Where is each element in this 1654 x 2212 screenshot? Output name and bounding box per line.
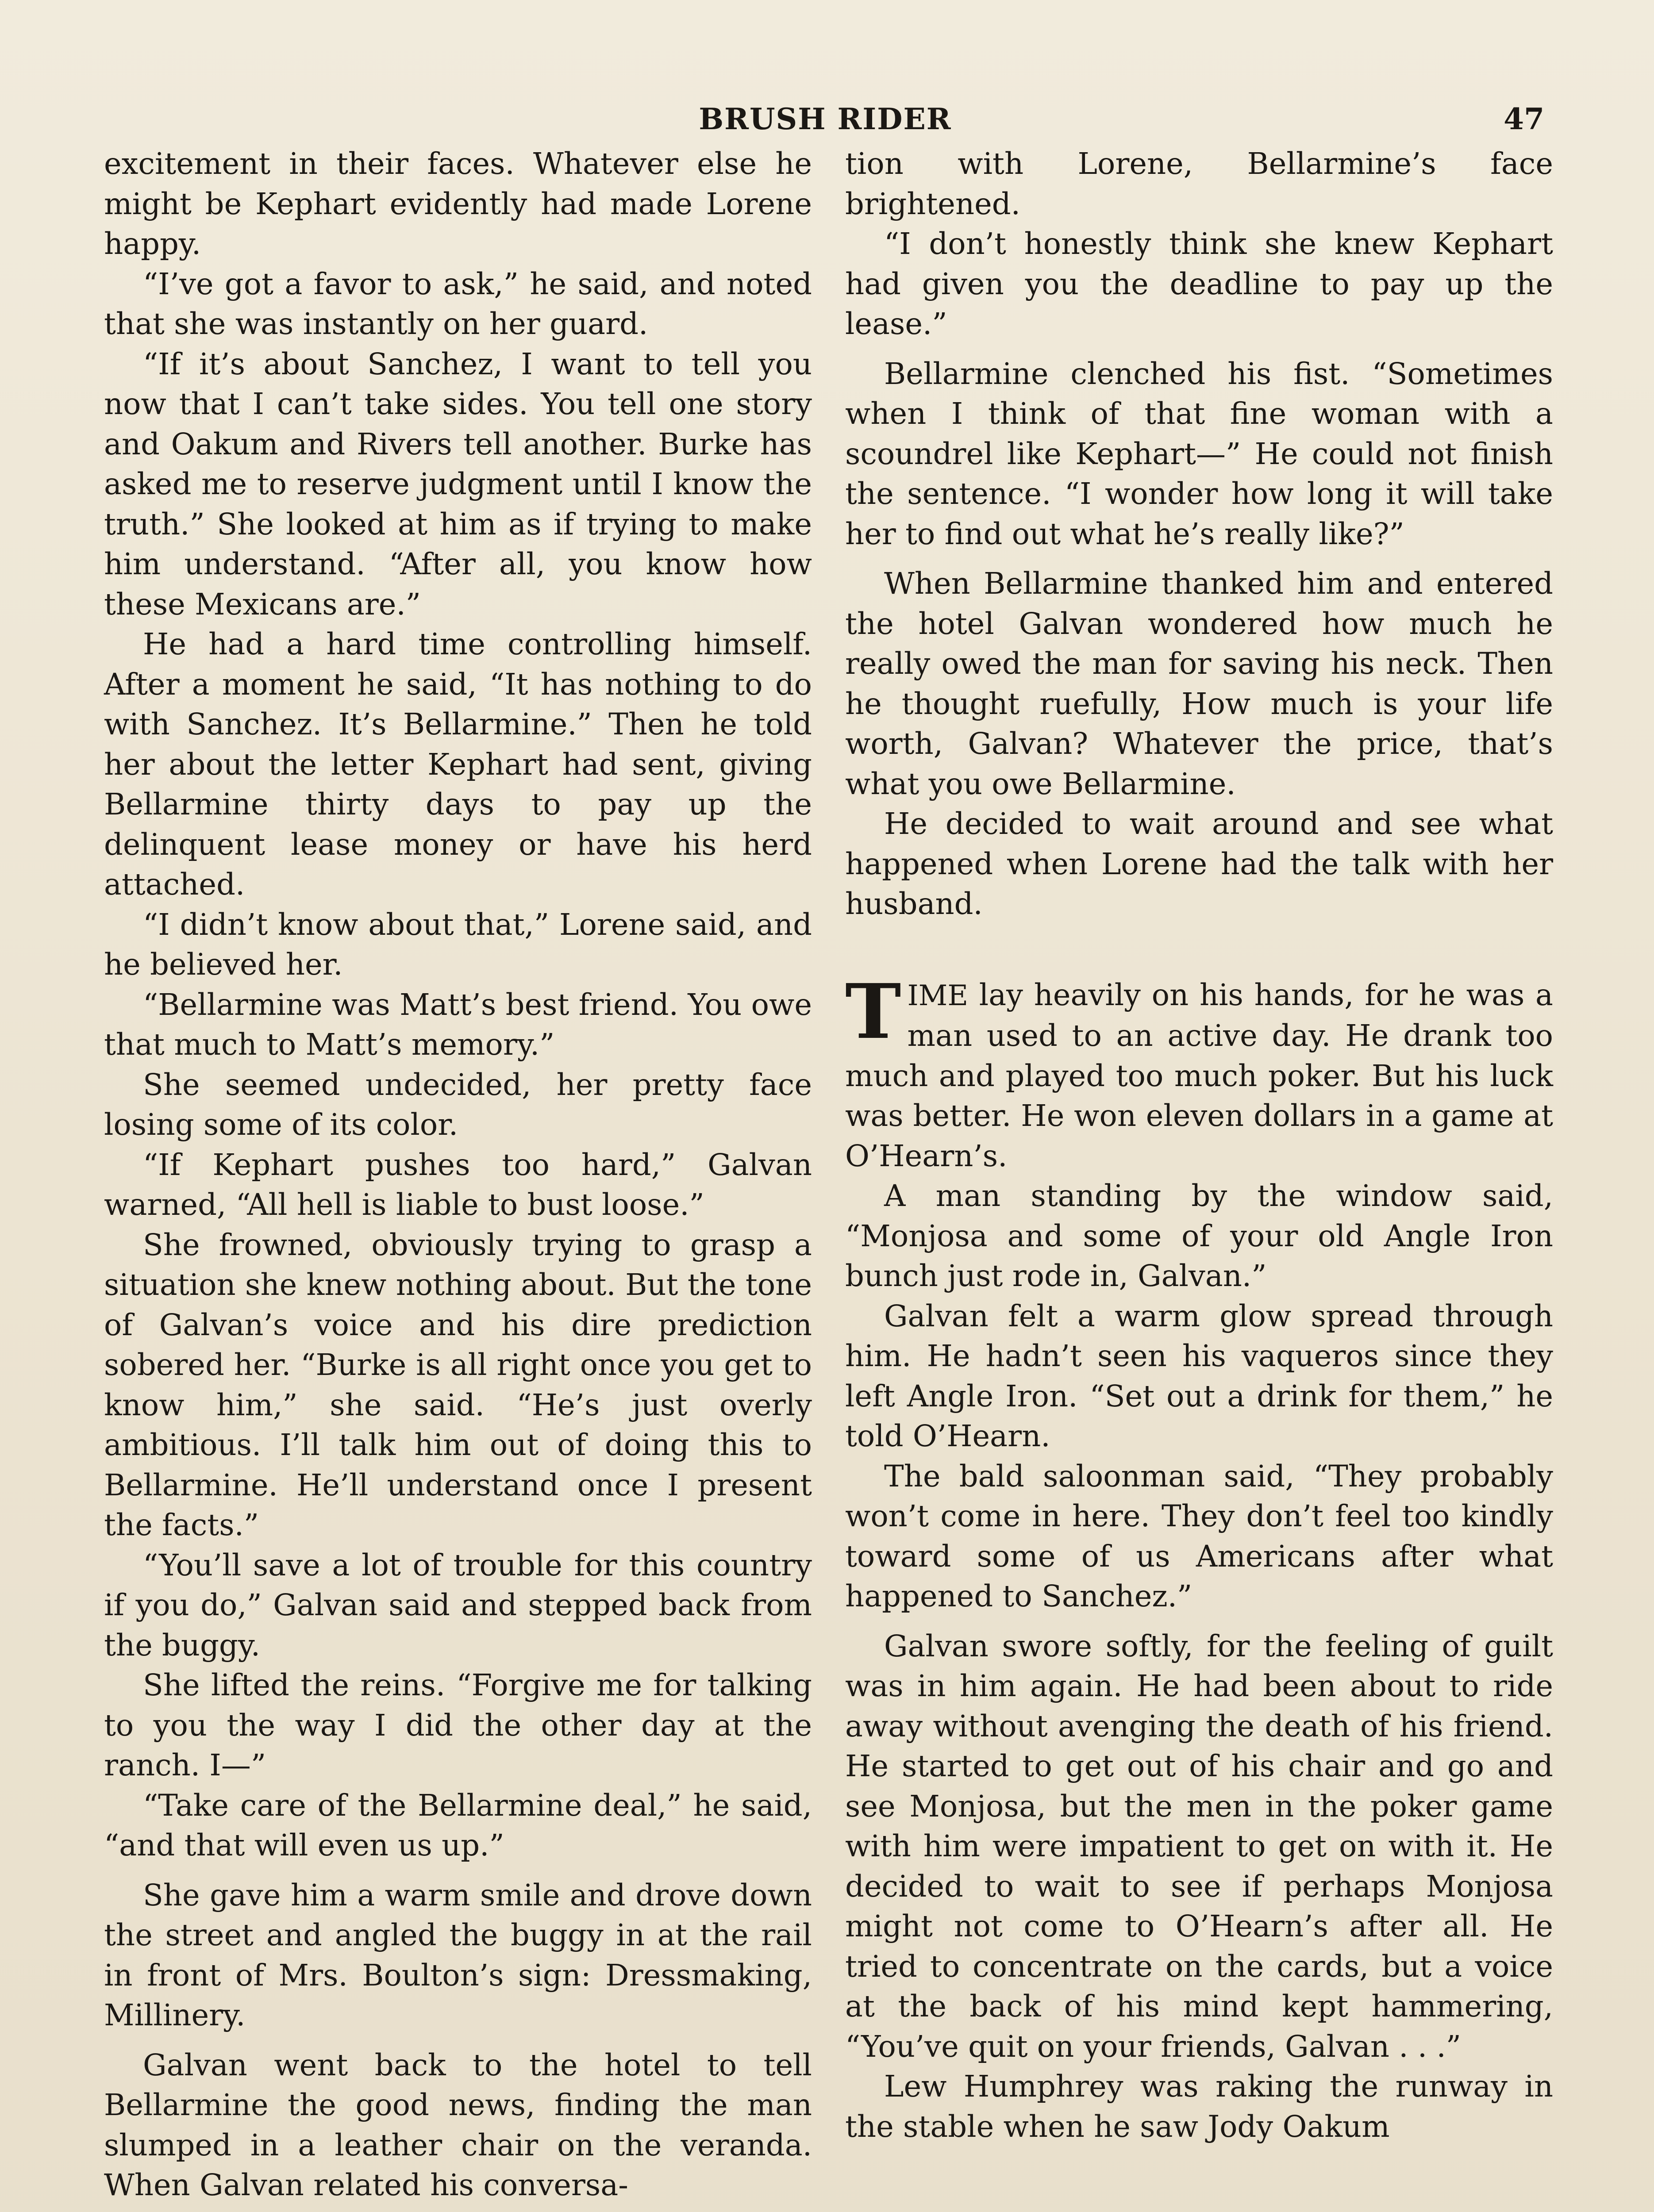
paragraph: “Take care of the Bellarmine deal,” he said, “and that will even us up.” [104, 1788, 812, 1863]
paragraph: “I’ve got a favor to ask,” he said, and noted that she was instantly on her guard. [104, 266, 812, 341]
paragraph: She frowned, obviously trying to grasp a situation she knew nothing about. But the tone of Galvan’s voice and his dire prediction sobered her. “Burke is all right once you get to know him,” she said. “He’s just overly ambitious. I’ll talk him out of doing this to Bellarmine. He’ll understand once I present the facts.” [104, 1227, 812, 1542]
page-header [102, 93, 1549, 142]
paragraph: “You’ll save a lot of trouble for this country if you do,” Galvan said and stepped back from the buggy. [104, 1548, 812, 1663]
paragraph: excitement in their faces. Whatever else he might be Kephart evidently had made Lorene happy. [104, 146, 812, 261]
paragraph: She lifted the reins. “Forgive me for talking to you the way I did the other day at the ranch. I—” [104, 1668, 812, 1782]
paragraph: A man standing by the window said, “Monjosa and some of your old Angle Iron bunch just rode in, Galvan.” [845, 1179, 1553, 1293]
paragraph: He decided to wait around and see what happened when Lorene had the talk with her husband. [845, 806, 1553, 921]
paragraph: He had a hard time controlling himself. After a moment he said, “It has nothing to do with Sanchez. It’s Bellarmine.” Then he told her about the letter Kephart had sent, giving Bellarmine thirty days to pay up the delinquent lease money or have his herd attached. [104, 627, 812, 902]
running-title: BRUSH RIDER [699, 102, 952, 136]
paragraph: Bellarmine clenched his fist. “Sometimes when I think of that fine woman with a scoundrel like Kephart—” He could not finish the sentence. “I wonder how long it will take her to find out what he’s really like?” [845, 356, 1553, 551]
paragraph: Galvan swore softly, for the feeling of guilt was in him again. He had been about to ride away without avenging the death of his friend. He started to get out of his chair and go and see Monjosa, but the men in the poker game with him were impatient to get on with it. He decided to wait to see if perhaps Monjosa might not come to O’Hearn’s after all. He tried to concentrate on the cards, but a voice at the back of his mind kept hammering, “You’ve quit on your friends, Galvan . . .” [845, 1628, 1553, 2064]
lead-in-word: IME [907, 979, 969, 1012]
paragraph: “If Kephart pushes too hard,” Galvan warned, “All hell is liable to bust loose.” [104, 1147, 812, 1222]
paragraph: “Bellarmine was Matt’s best friend. You owe that much to Matt’s memory.” [104, 987, 812, 1062]
drop-cap: T [845, 967, 901, 1056]
paragraph: Galvan felt a warm glow spread through him. He hadn’t seen his vaqueros since they left Angle Iron. “Set out a drink for them,” he told O’Hearn. [845, 1298, 1553, 1453]
paragraph: When Bellarmine thanked him and entered the hotel Galvan wondered how much he really owed the man for saving his neck. Then he thought ruefully, How much is your life worth, Galvan? Whatever the price, that’s what you owe Bellarmine. [845, 566, 1553, 801]
paragraph: The bald saloonman said, “They probably won’t come in here. They don’t feel too kindly toward some of us Americans after what happened to Sanchez.” [845, 1459, 1553, 1613]
paragraph: “I don’t honestly think she knew Kephart had given you the deadline to pay up the lease.” [845, 227, 1553, 341]
page-number: 47 [1504, 102, 1544, 136]
paragraph-text: lay heavily on his hands, for he was a man used to an active day. He drank too much and played too much poker. But his luck was better. He won eleven dollars in a game at O’Hearn’s. [845, 977, 1553, 1173]
paragraph: She gave him a warm smile and drove down the street and angled the buggy in at the rail in front of Mrs. Boulton’s sign: Dressmaking, Millinery. [104, 1878, 812, 2032]
right-column [845, 144, 1553, 2147]
paragraph: “If it’s about Sanchez, I want to tell you now that I can’t take sides. You tell one story and Oakum and Rivers tell another. Burke has asked me to reserve judgment until I know the truth.” She looked at him as if trying to make him understand. “After all, you know how these Mexicans are.” [104, 346, 812, 622]
paragraph: Lew Humphrey was raking the runway in the stable when he saw Jody Oakum [845, 2069, 1553, 2144]
paragraph: “I didn’t know about that,” Lorene said, and he believed her. [104, 907, 812, 982]
left-column [104, 144, 812, 2205]
paragraph: Galvan went back to the hotel to tell Bellarmine the good news, finding the man slumped in a leather chair on the veranda. When Galvan related his conversa- [104, 2047, 812, 2202]
paragraph: She seemed undecided, her pretty face losing some of its color. [104, 1067, 812, 1142]
section-opening-paragraph [845, 967, 1553, 1176]
paragraph: tion with Lorene, Bellarmine’s face brightened. [845, 146, 1553, 221]
